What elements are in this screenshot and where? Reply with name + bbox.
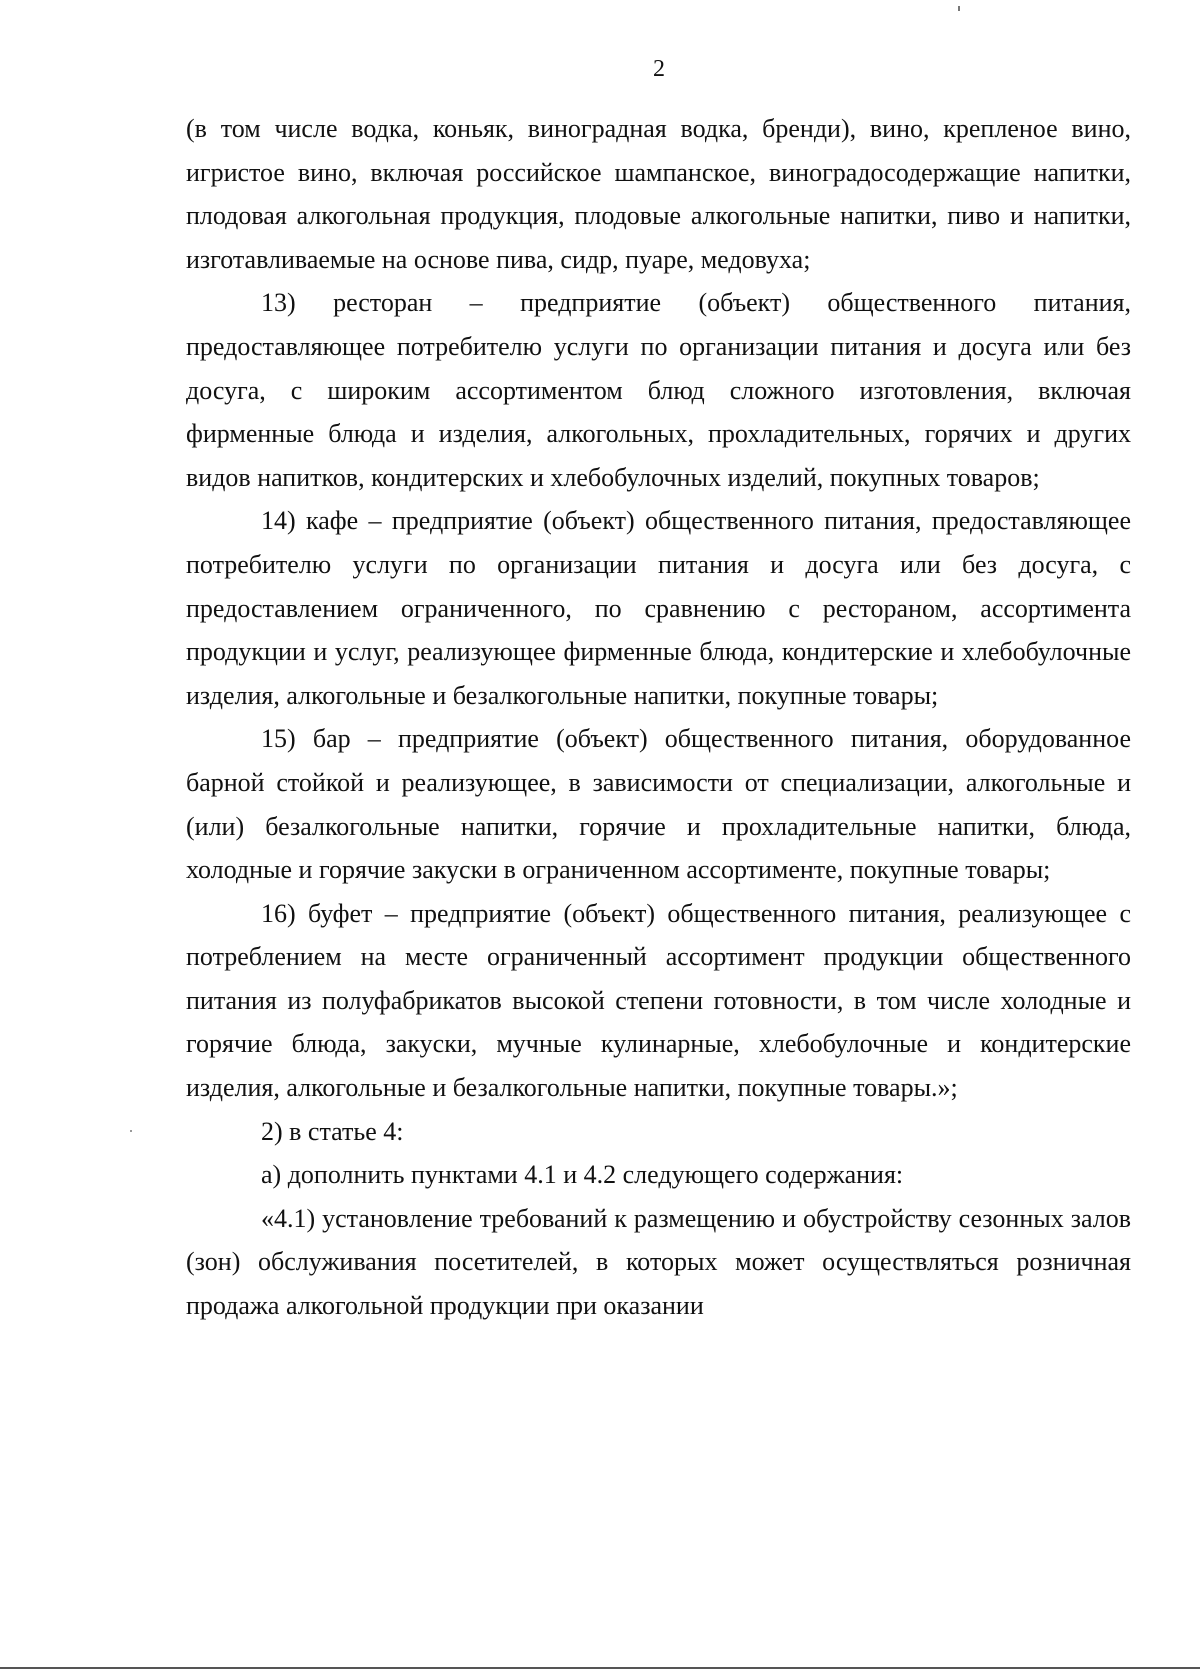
document-body [186, 107, 1131, 1328]
scan-line-bottom [0, 1667, 1200, 1669]
paragraph-item-15-bar: 15) бар – предприятие (объект) общественного питания, оборудованное барной стойкой и реализующее, в зависимости от специализации, алкогольные и (или) безалкогольные напитки, горячие и прохладительные напитки, блюда, холодные и горячие закуски в ограниченном ассортименте, покупные товары; [186, 724, 1131, 885]
scan-speck [958, 6, 960, 11]
paragraph-item-4-1: «4.1) установление требований к размещению и обустройству сезонных залов (зон) обслуживания посетителей, в которых может осуществляться розничная продажа алкогольной продукции при оказании [186, 1203, 1131, 1321]
paragraph-item-16-buffet: 16) буфет – предприятие (объект) общественного питания, реализующее с потреблением на месте ограниченный ассортимент продукции общественного питания из полуфабрикатов высокой степени готовности, в том числе холодные и горячие блюда, закуски, мучные кулинарные, хлебобулочные и кондитерские изделия, алкогольные и безалкогольные напитки, покупные товары.»; [186, 898, 1131, 1103]
paragraph-subitem-a: а) дополнить пунктами 4.1 и 4.2 следующего содержания: [261, 1160, 904, 1190]
paragraph-item-13-restaurant: 13) ресторан – предприятие (объект) общественного питания, предоставляющее потребителю услуги по организации питания и досуга или без досуга, с широким ассортиментом блюд сложного изготовления, включая фирменные блюда и изделия, алкогольных, прохладительных, горячих и других видов напитков, кондитерских и хлебобулочных изделий, покупных товаров; [186, 288, 1131, 492]
paragraph-continuation: (в том числе водка, коньяк, виноградная водка, бренди), вино, крепленое вино, игристое вино, включая российское шампанское, виноградосодержащие напитки, плодовая алкогольная продукция, плодовые алкогольные напитки, пиво и напитки, изготавливаемые на основе пива, сидр, пуаре, медовуха; [186, 114, 1131, 274]
paragraph-article-4: 2) в статье 4: [261, 1116, 404, 1146]
paragraph-item-14-cafe: 14) кафе – предприятие (объект) общественного питания, предоставляющее потребителю услуги по организации питания и досуга или без досуга, с предоставлением ограниченного, по сравнению с рестораном, ассортимента продукции и услуг, реализующее фирменные блюда, кондитерские и хлебобулочные изделия, алкогольные и безалкогольные напитки, покупные товары; [186, 506, 1131, 710]
scan-speck [130, 1130, 132, 1132]
page-number: 2 [653, 56, 665, 82]
